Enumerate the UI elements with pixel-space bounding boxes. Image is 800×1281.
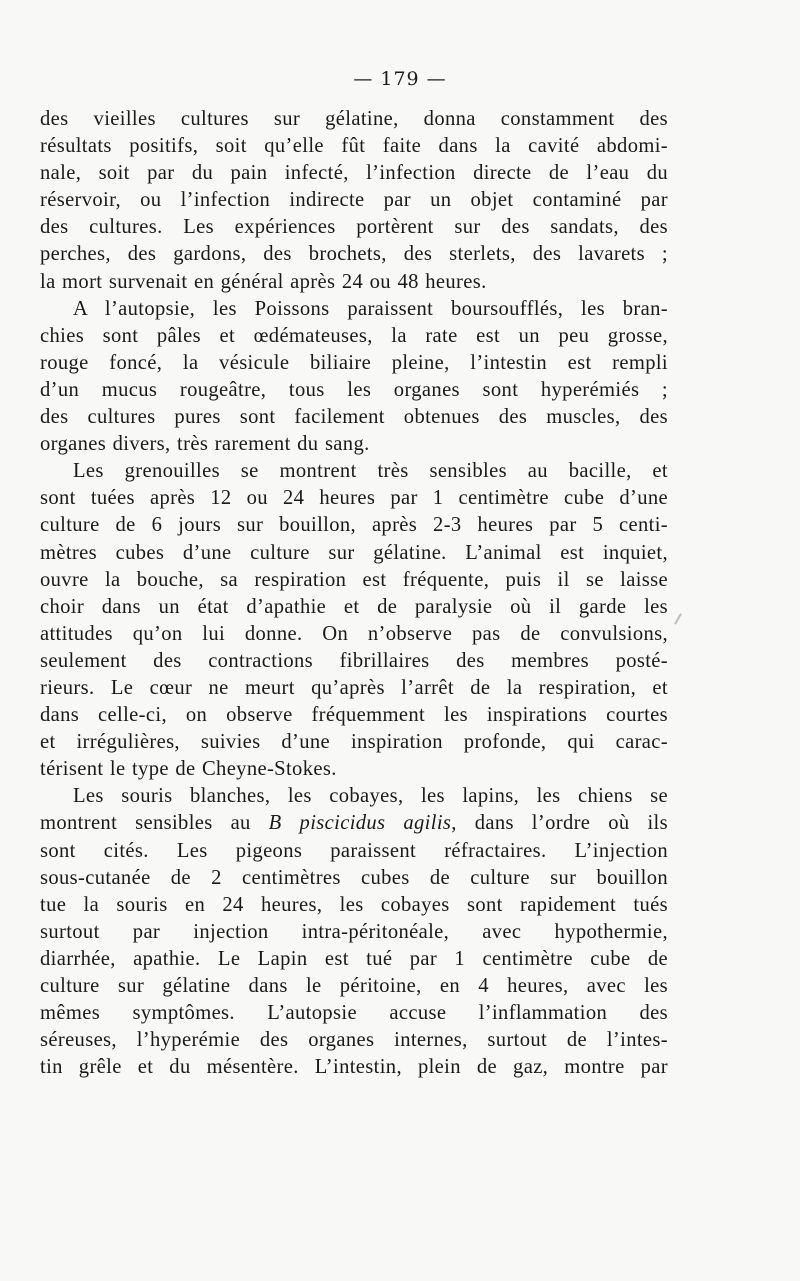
text-line: dans celle-ci, on observe fréquemment les inspirations courtes xyxy=(40,704,668,727)
text-line: des vieilles cultures sur gélatine, donna constamment des xyxy=(40,108,668,130)
text-line: d’un mucus rougeâtre, tous les organes sont hyperémiés ; xyxy=(40,378,668,401)
text-line: seulement des contractions fibrillaires des membres posté- xyxy=(40,649,668,672)
body-text xyxy=(40,106,668,1081)
text-line: sont cités. Les pigeons paraissent réfractaires. L’injection xyxy=(40,839,668,862)
text-line: choir dans un état d’apathie et de paralysie où il garde les xyxy=(40,595,668,618)
paragraph-start-line: Les grenouilles se montrent très sensibles au bacille, et xyxy=(73,460,668,483)
paragraph-end-line: térisent le type de Cheyne-Stokes. xyxy=(40,758,337,781)
text-line: sont tuées après 12 ou 24 heures par 1 centimètre cube d’une xyxy=(40,487,668,510)
paragraph-end-line: organes divers, très rarement du sang. xyxy=(40,433,370,456)
text-line: ouvre la bouche, sa respiration est fréquente, puis il se laisse xyxy=(40,568,668,591)
page-number-header: — 179 — xyxy=(353,68,447,90)
text-line: des cultures pures sont facilement obtenues des muscles, des xyxy=(40,406,668,429)
text-line: résultats positifs, soit qu’elle fût faite dans la cavité abdomi- xyxy=(40,135,668,158)
paragraph-start-line xyxy=(40,783,668,810)
text-line: réservoir, ou l’infection indirecte par un objet contaminé par xyxy=(40,189,668,212)
text-line xyxy=(40,810,668,837)
text-line: séreuses, l’hyperémie des organes internes, surtout de l’intes- xyxy=(40,1029,668,1052)
text-run: Les souris blanches, les cobayes, les lapins, les chiens se xyxy=(73,785,668,808)
species-name-italic: B piscicidus agilis xyxy=(268,812,452,835)
text-line: culture de 6 jours sur bouillon, après 2-3 heures par 5 centi- xyxy=(40,514,668,537)
text-run: , dans l’ordre où ils xyxy=(451,812,668,835)
text-line: surtout par injection intra-péritonéale, avec hypothermie, xyxy=(40,920,668,943)
paragraph-start-line: A l’autopsie, les Poissons paraissent boursoufflés, les bran- xyxy=(73,297,668,320)
text-line: mêmes symptômes. L’autopsie accuse l’inflammation des xyxy=(40,1002,668,1025)
text-line: perches, des gardons, des brochets, des sterlets, des lavarets ; xyxy=(40,243,668,266)
text-line: tue la souris en 24 heures, les cobayes sont rapidement tués xyxy=(40,893,668,916)
text-line: nale, soit par du pain infecté, l’infection directe de l’eau du xyxy=(40,162,668,185)
text-line: sous-cutanée de 2 centimètres cubes de culture sur bouillon xyxy=(40,866,668,889)
text-line: tin grêle et du mésentère. L’intestin, plein de gaz, montre par xyxy=(40,1056,668,1079)
text-line: chies sont pâles et œdémateuses, la rate est un peu grosse, xyxy=(40,324,668,347)
text-line: rouge foncé, la vésicule biliaire pleine, l’intestin est rempli xyxy=(40,351,668,374)
text-line: mètres cubes d’une culture sur gélatine. L’animal est inquiet, xyxy=(40,541,668,564)
paragraph-end-line: la mort survenait en général après 24 ou 48 heures. xyxy=(40,270,487,293)
text-line: diarrhée, apathie. Le Lapin est tué par 1 centimètre cube de xyxy=(40,947,668,970)
margin-pencil-mark xyxy=(674,613,682,624)
text-line: culture sur gélatine dans le péritoine, en 4 heures, avec les xyxy=(40,975,668,997)
text-line: et irrégulières, suivies d’une inspiration profonde, qui carac- xyxy=(40,731,668,754)
text-line: des cultures. Les expériences portèrent sur des sandats, des xyxy=(40,216,668,239)
text-line: rieurs. Le cœur ne meurt qu’après l’arrêt de la respiration, et xyxy=(40,676,668,699)
text-line: attitudes qu’on lui donne. On n’observe pas de convulsions, xyxy=(40,622,668,645)
text-run: montrent sensibles au xyxy=(40,812,269,835)
